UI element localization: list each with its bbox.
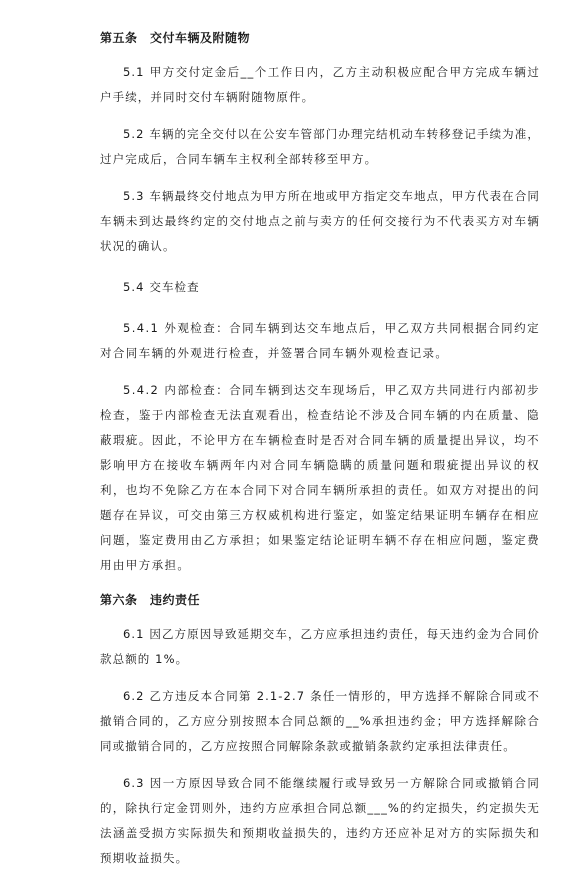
clause-6-3: 6.3 因一方原因导致合同不能继续履行或导致另一方解除合同或撤销合同的，除执行定金罚则外，违约方应承担合同总额___%的约定损失，约定损失无法涵盖受损方实际损失和预期收益损失的，违约方还应补足对方的实际损失和预期收益损失。 bbox=[100, 776, 540, 865]
section-5-title: 第五条 交付车辆及附随物 bbox=[100, 31, 251, 45]
clause-6-1: 6.1 因乙方原因导致延期交车，乙方应承担违约责任，每天违约金为合同价款总额的 1%。 bbox=[100, 627, 540, 666]
clause-5-4-2: 5.4.2 内部检查：合同车辆到达交车现场后，甲乙双方共同进行内部初步检查，鉴于内部检查无法直观看出，检查结论不涉及合同车辆的内在质量、隐蔽瑕疵。因此，不论甲方在车辆检查时是否对合同车辆的质量提出异议，均不影响甲方在接收车辆两年内对合同车辆隐瞒的质量问题和瑕疵提出异议的权利，也均不免除乙方在本合同下对合同车辆所承担的责任。如双方对提出的问题存在异议，可交由第三方权威机构进行鉴定，如鉴定结果证明车辆存在相应问题，鉴定费用由乙方承担；如果鉴定结论证明车辆不存在相应问题，鉴定费用由甲方承担。 bbox=[100, 383, 540, 572]
clause-5-2: 5.2 车辆的完全交付以在公安车管部门办理完结机动车转移登记手续为准，过户完成后，合同车辆车主权利全部转移至甲方。 bbox=[100, 127, 540, 166]
clause-5-4: 5.4 交车检查 bbox=[123, 280, 200, 294]
section-6-title: 第六条 违约责任 bbox=[100, 593, 201, 607]
clause-5-4-1: 5.4.1 外观检查：合同车辆到达交车地点后，甲乙双方共同根据合同约定对合同车辆的外观进行检查，并签署合同车辆外观检查记录。 bbox=[100, 321, 540, 360]
clause-5-3: 5.3 车辆最终交付地点为甲方所在地或甲方指定交车地点，甲方代表在合同车辆未到达最终约定的交付地点之前与卖方的任何交接行为不代表买方对车辆状况的确认。 bbox=[100, 189, 540, 253]
clause-5-1: 5.1 甲方交付定金后__个工作日内，乙方主动积极应配合甲方完成车辆过户手续，并同时交付车辆附随物原件。 bbox=[100, 65, 540, 104]
clause-6-2: 6.2 乙方违反本合同第 2.1-2.7 条任一情形的，甲方选择不解除合同或不撤销合同的，乙方应分别按照本合同总额的__%承担违约金；甲方选择解除合同或撤销合同的，乙方应按照合同解除条款或撤销条款约定承担法律责任。 bbox=[100, 689, 540, 753]
